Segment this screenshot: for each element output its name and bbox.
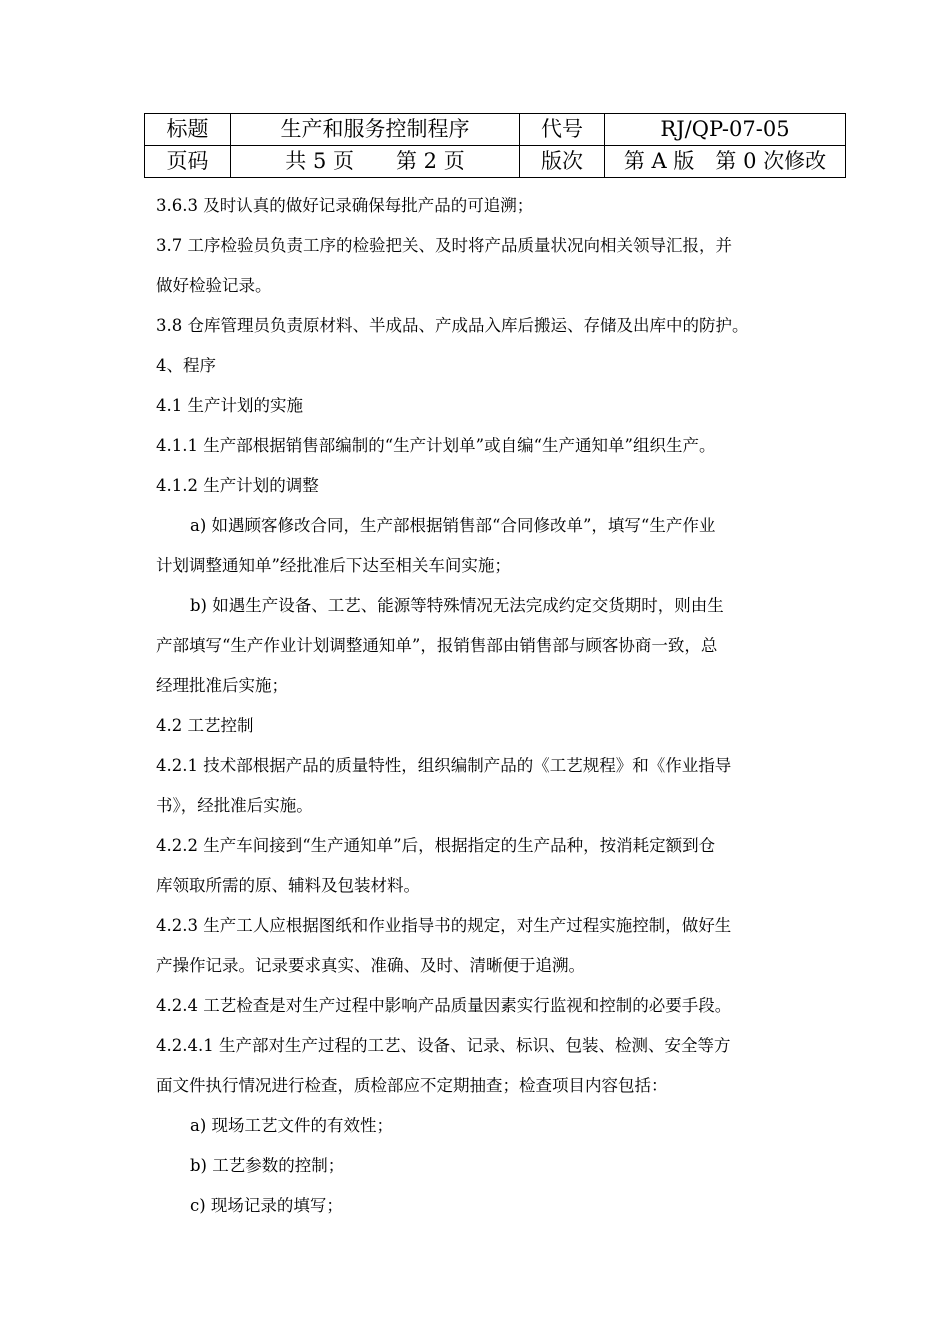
text-line: 做好检验记录。	[156, 276, 272, 295]
text-line: 4.2.1 技术部根据产品的质量特性，组织编制产品的《工艺规程》和《作业指导	[156, 756, 732, 775]
section-heading: 4.2 工艺控制	[156, 716, 254, 735]
text-line: 产操作记录。记录要求真实、准确、及时、清晰便于追溯。	[156, 956, 585, 975]
list-item: a) 现场工艺文件的有效性；	[190, 1116, 394, 1135]
section-heading: 4、程序	[156, 356, 216, 375]
text-line: 库领取所需的原、辅料及包装材料。	[156, 876, 420, 895]
text-line: 产部填写“生产作业计划调整通知单”，报销售部由销售部与顾客协商一致，总	[156, 636, 718, 655]
section-heading: 4.1 生产计划的实施	[156, 396, 303, 415]
list-item: b) 工艺参数的控制；	[190, 1156, 345, 1175]
list-item: a) 如遇顾客修改合同，生产部根据销售部“合同修改单”，填写“生产作业	[190, 516, 716, 535]
list-item: b) 如遇生产设备、工艺、能源等特殊情况无法完成约定交货期时，则由生	[190, 596, 724, 615]
page-label: 页码	[145, 146, 231, 178]
text-line: 4.2.4.1 生产部对生产过程的工艺、设备、记录、标识、包装、检测、安全等方	[156, 1036, 731, 1055]
text-line: 面文件执行情况进行检查，质检部应不定期抽查；检查项目内容包括：	[156, 1076, 668, 1095]
page-value: 共 5 页 第 2 页	[231, 146, 520, 178]
version-label: 版次	[520, 146, 605, 178]
header-row-title	[145, 114, 846, 146]
text-line: 4.2.2 生产车间接到“生产通知单”后，根据指定的生产品种，按消耗定额到仓	[156, 836, 716, 855]
header-row-page	[145, 146, 846, 178]
text-line: 3.7 工序检验员负责工序的检验把关、及时将产品质量状况向相关领导汇报，并	[156, 236, 732, 255]
section-heading: 4.1.2 生产计划的调整	[156, 476, 319, 495]
text-line: 4.2.4 工艺检查是对生产过程中影响产品质量因素实行监视和控制的必要手段。	[156, 996, 732, 1015]
text-line: 计划调整通知单”经批准后下达至相关车间实施；	[156, 556, 511, 575]
text-line: 4.1.1 生产部根据销售部编制的“生产计划单”或自编“生产通知单”组织生产。	[156, 436, 716, 455]
text-line: 3.6.3 及时认真的做好记录确保每批产品的可追溯；	[156, 196, 534, 215]
code-label: 代号	[520, 114, 605, 146]
header-table	[144, 113, 846, 178]
version-value: 第 A 版 第 0 次修改	[605, 146, 846, 178]
title-label: 标题	[145, 114, 231, 146]
document-body	[156, 186, 836, 1226]
text-line: 4.2.3 生产工人应根据图纸和作业指导书的规定，对生产过程实施控制，做好生	[156, 916, 732, 935]
code-value: RJ/QP-07-05	[605, 114, 846, 146]
text-line: 经理批准后实施；	[156, 676, 288, 695]
text-line: 3.8 仓库管理员负责原材料、半成品、产成品入库后搬运、存储及出库中的防护。	[156, 316, 749, 335]
title-value: 生产和服务控制程序	[231, 114, 520, 146]
text-line: 书》，经批准后实施。	[156, 796, 313, 815]
list-item: c) 现场记录的填写；	[190, 1196, 343, 1215]
